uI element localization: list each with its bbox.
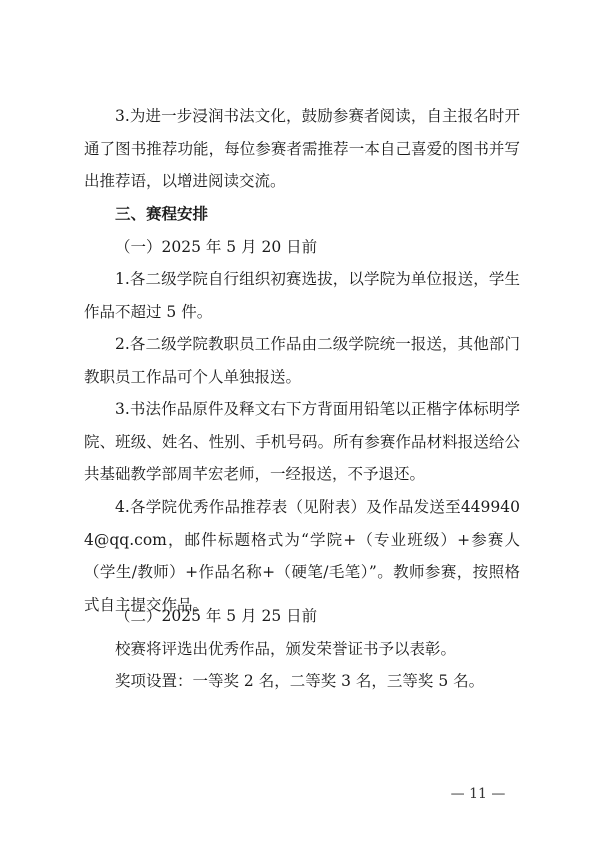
subheading-may-25: （二）2025 年 5 月 25 日前	[115, 607, 318, 625]
paragraph-book-recommendation: 3.为进一步浸润书法文化，鼓励参赛者阅读，自主报名时开通了图书推荐功能，每位参赛者需推荐一本自己喜爱的图书并写出推荐语，以增进阅读交流。	[84, 107, 520, 190]
subheading-may-20: （一）2025 年 5 月 20 日前	[115, 238, 318, 256]
paragraph-item-2: 2.各二级学院教职员工作品由二级学院统一报送，其他部门教职员工作品可个人单独报送。	[84, 335, 520, 386]
paragraph-award-settings: 奖项设置：一等奖 2 名，二等奖 3 名，三等奖 5 名。	[115, 672, 485, 690]
page-number: — 11 —	[450, 786, 506, 802]
paragraph-item-1: 1.各二级学院自行组织初赛选拔，以学院为单位报送，学生作品不超过 5 件。	[84, 270, 520, 321]
paragraph-item-3: 3.书法作品原件及释文右下方背面用铅笔以正楷字体标明学院、班级、姓名、性别、手机号码。所有参赛作品材料报送给公共基础教学部周芊宏老师，一经报送，不予退还。	[84, 400, 520, 483]
section-heading-schedule: 三、赛程安排	[115, 205, 209, 223]
paragraph-item-4: 4.各学院优秀作品推荐表（见附表）及作品发送至4499404@qq.com，邮件标题格式为“学院+（专业班级）+参赛人（学生/教师）+作品名称+（硬笔/毛笔）”。教师参赛，按照格式自主提交作品。	[84, 498, 520, 614]
paragraph-awards-intro: 校赛将评选出优秀作品，颁发荣誉证书予以表彰。	[115, 640, 457, 658]
